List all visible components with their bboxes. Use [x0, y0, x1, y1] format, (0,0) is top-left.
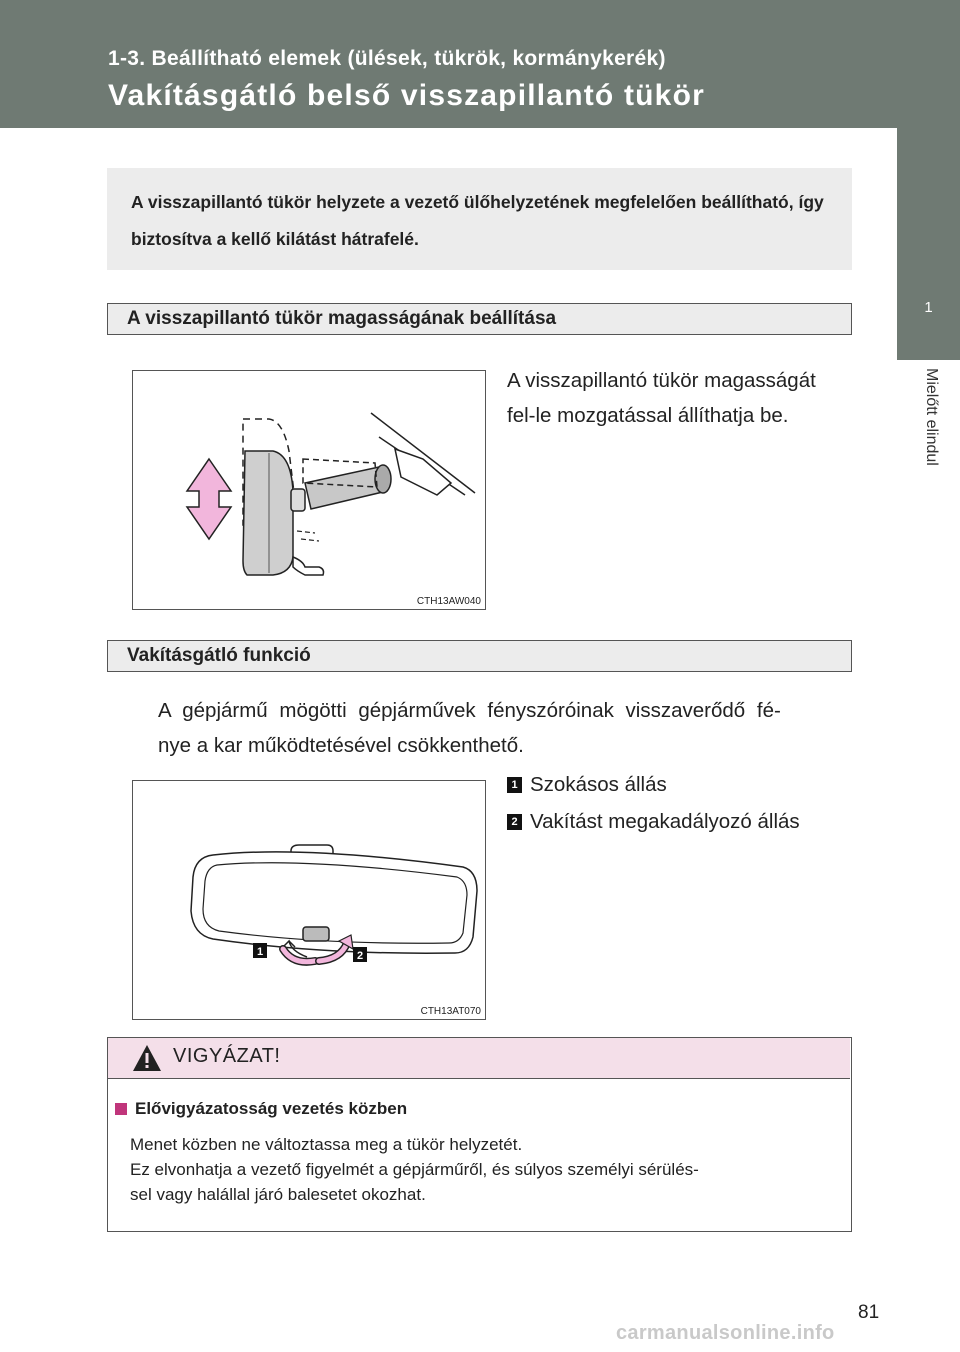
legend-item-2	[507, 810, 800, 834]
chapter-tab-number: 1	[924, 299, 933, 316]
caution-header	[108, 1038, 850, 1079]
figure-code: CTH13AW040	[416, 596, 481, 607]
legend-number-1: 1	[507, 777, 522, 793]
caution-line-1: Menet közben ne változtassa meg a tükör helyzetét.	[130, 1135, 523, 1154]
mirror-lever-illustration	[133, 781, 485, 1019]
section-title: 1-3. Beállítható elemek (ülések, tükrök, kormánykerék)	[108, 47, 666, 70]
antiglare-section-heading: Vakításgátló funkció	[107, 640, 852, 672]
page-title: Vakításgátló belső visszapillantó tükör	[108, 79, 705, 112]
antiglare-text-1: A gépjármű mögötti gépjárművek fényszóróinak visszaverődő fé-	[158, 699, 781, 722]
intro-text: A visszapillantó tükör helyzete a vezető ülőhelyzetének megfelelően beállítható, így biztosítva a kellő kilátást hátrafelé.	[131, 192, 824, 249]
chapter-tab[interactable]	[897, 127, 960, 360]
page-number: 81	[858, 1302, 880, 1323]
caution-line-3: sel vagy halállal járó balesetet okozhat.	[130, 1185, 426, 1204]
chapter-header	[0, 0, 960, 128]
caution-box	[107, 1037, 852, 1232]
caution-label: VIGYÁZAT!	[173, 1045, 281, 1067]
watermark: carmanualsonline.info	[616, 1322, 835, 1344]
bullet-square-icon	[115, 1103, 127, 1115]
caution-text	[130, 1132, 846, 1207]
antiglare-figure	[132, 780, 486, 1020]
chapter-tab-label-area	[897, 360, 960, 550]
height-section-heading: A visszapillantó tükör magasságának beállítása	[107, 303, 852, 335]
height-figure	[132, 370, 486, 610]
legend-number-2: 2	[507, 814, 522, 830]
chapter-tab-label: Mielőtt elindul	[923, 368, 940, 466]
caution-subheading	[115, 1099, 407, 1119]
warning-icon	[131, 1043, 163, 1073]
caution-subheading-text: Elővigyázatosság vezetés közben	[135, 1099, 408, 1118]
callout-2: 2	[356, 950, 364, 962]
caution-line-2: Ez elvonhatja a vezető figyelmét a gépjárműről, és súlyos személyi sérülés-	[130, 1160, 699, 1179]
legend-label-2: Vakítást megakadályozó állás	[530, 810, 800, 833]
legend-label-1: Szokásos állás	[530, 773, 667, 796]
antiglare-text-2: nye a kar működtetésével csökkenthető.	[158, 734, 524, 757]
mirror-height-illustration	[133, 371, 485, 609]
figure-code: CTH13AT070	[420, 1006, 481, 1017]
height-text-1: A visszapillantó tükör magasságát	[507, 369, 816, 392]
height-text-2: fel-le mozgatással állíthatja be.	[507, 404, 789, 427]
callout-1: 1	[256, 946, 264, 958]
intro-box	[107, 168, 852, 270]
legend-item-1	[507, 773, 667, 797]
